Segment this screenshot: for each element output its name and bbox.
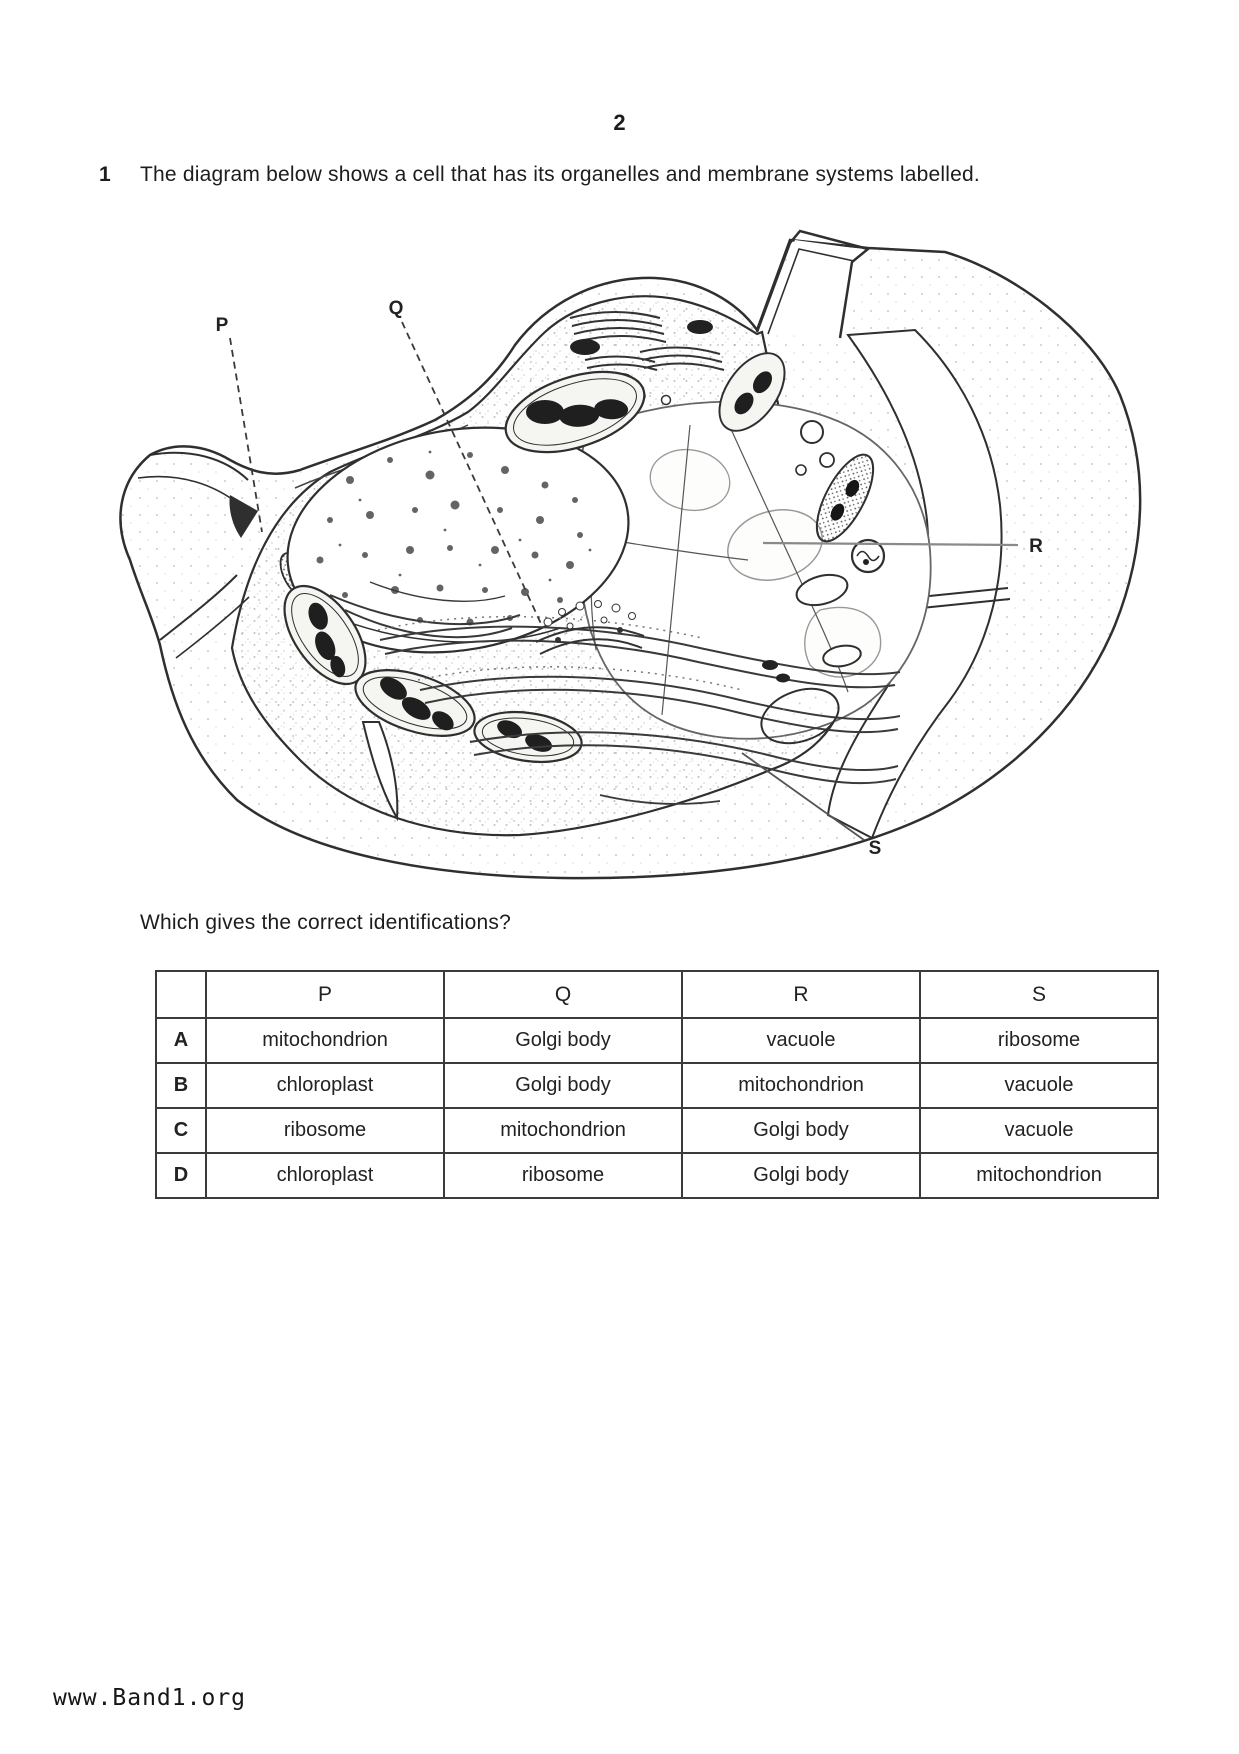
label-p: P <box>215 315 229 336</box>
cell: ribosome <box>920 1018 1158 1063</box>
col-header-s: S <box>920 971 1158 1018</box>
question-number: 1 <box>99 163 111 186</box>
table-corner-cell <box>156 971 206 1018</box>
cell: vacuole <box>682 1018 920 1063</box>
option-letter: C <box>156 1108 206 1153</box>
option-letter: A <box>156 1018 206 1063</box>
footer-url: www.Band1.org <box>53 1685 247 1711</box>
cell: chloroplast <box>206 1063 444 1108</box>
cell: vacuole <box>920 1108 1158 1153</box>
question-prompt: Which gives the correct identifications? <box>140 911 511 934</box>
cell: Golgi body <box>682 1153 920 1198</box>
cell: mitochondrion <box>920 1153 1158 1198</box>
cell: vacuole <box>920 1063 1158 1108</box>
cell: Golgi body <box>444 1063 682 1108</box>
cell: ribosome <box>444 1153 682 1198</box>
option-letter: B <box>156 1063 206 1108</box>
cell: mitochondrion <box>206 1018 444 1063</box>
cell-diagram <box>85 205 1160 885</box>
page-number: 2 <box>613 110 626 135</box>
col-header-r: R <box>682 971 920 1018</box>
cell: mitochondrion <box>444 1108 682 1153</box>
cell: Golgi body <box>444 1018 682 1063</box>
table-row <box>156 1153 1158 1198</box>
col-header-q: Q <box>444 971 682 1018</box>
table-row <box>156 1108 1158 1153</box>
question-text: The diagram below shows a cell that has its organelles and membrane systems labelled. <box>140 163 980 186</box>
option-letter: D <box>156 1153 206 1198</box>
table-row <box>156 1063 1158 1108</box>
cell: Golgi body <box>682 1108 920 1153</box>
col-header-p: P <box>206 971 444 1018</box>
cell: ribosome <box>206 1108 444 1153</box>
label-q: Q <box>388 298 404 319</box>
label-r: R <box>1029 536 1043 557</box>
table-header-row <box>156 971 1158 1018</box>
cell: chloroplast <box>206 1153 444 1198</box>
identification-table <box>155 970 1159 1199</box>
label-s: S <box>868 838 882 859</box>
table-row <box>156 1018 1158 1063</box>
cell: mitochondrion <box>682 1063 920 1108</box>
